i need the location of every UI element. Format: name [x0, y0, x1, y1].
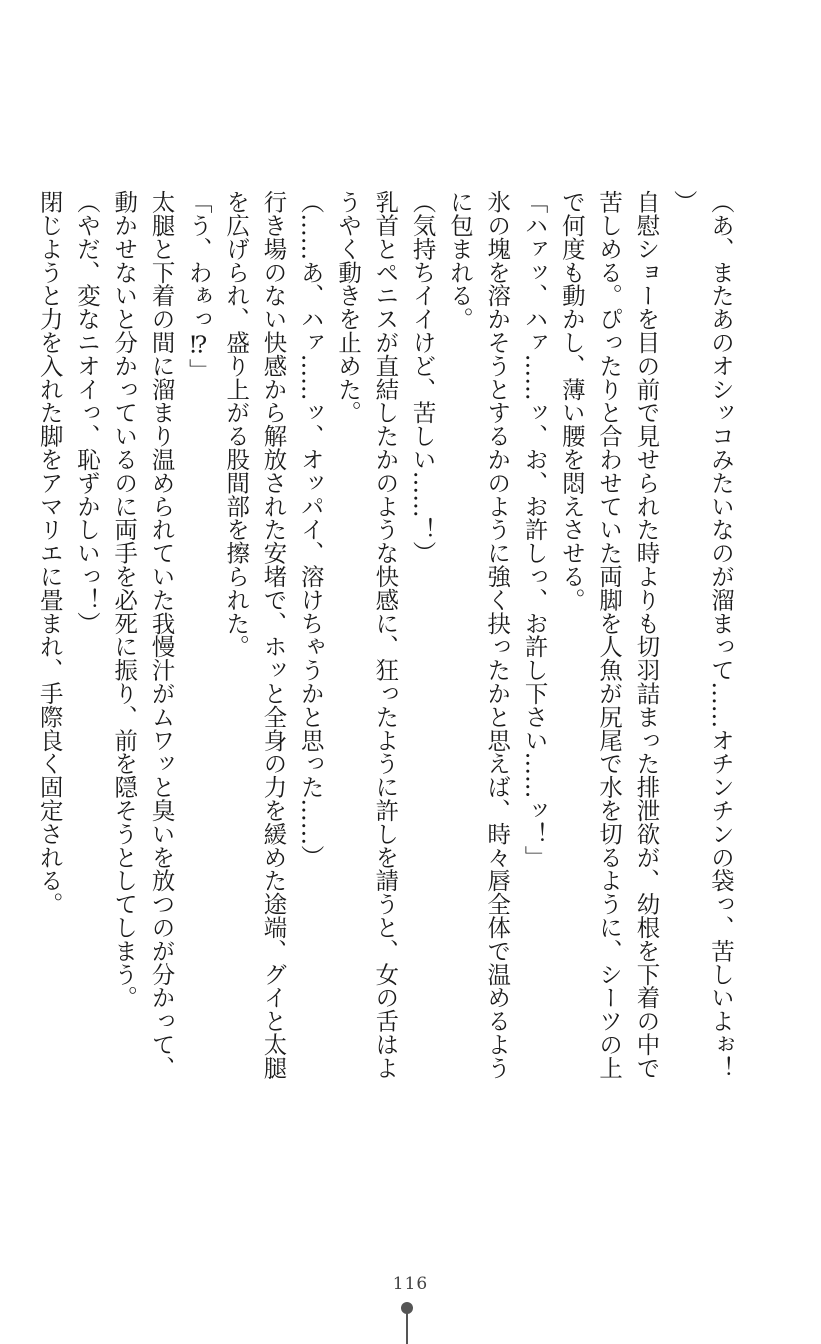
paragraph: 「う、わぁっ⁉」 [184, 190, 213, 382]
paragraph: 氷の塊を溶かそうとするかのように強く抉ったかと思えば、時々唇全体で温めるように包まれる。 [445, 190, 512, 1080]
paragraph: （……あ、ハァ……ッ、オッパイ、溶けちゃうかと思った……） [296, 190, 325, 869]
paragraph: （あ、またあのオシッコみたいなのが溜まって……オチンチンの袋っ、苦しいよぉ！） [669, 190, 735, 1080]
paragraph: （気持ちイイけど、苦しい……！） [408, 190, 437, 565]
body-text [30, 190, 739, 1090]
paragraph: 乳首とペニスが直結したかのような快感に、狂ったように許しを請うと、女の舌はようやく動きを止めた。 [334, 190, 400, 1080]
page-number: 116 [392, 1274, 429, 1294]
paragraph: 閉じようと力を入れた脚をアマリエに畳まれ、手際良く固定される。 [35, 190, 64, 916]
page-footer [0, 1274, 821, 1344]
paragraph: （やだ、変なニオイっ、恥ずかしいっ！） [72, 190, 101, 635]
paragraph: 太腿と下着の間に溜まり温められていた我慢汁がムワッと臭いを放つのが分かって、動かせないと分かっているのに両手を必死に振り、前を隠そうとしてしまう。 [110, 190, 176, 1080]
paragraph: 自慰ショーを目の前で見せられた時よりも切羽詰まった排泄欲が、幼根を下着の中で苦しめる。ぴったりと合わせていた両脚を人魚が尻尾で水を切るように、シーツの上で何度も動かし、薄い腰を悶えさせる。 [557, 190, 661, 1080]
page-marker-line [406, 1312, 408, 1344]
paragraph: 「ハァッ、ハァ……ッ、お、お許しっ、お許し下さい……ッ！」 [520, 190, 549, 869]
paragraph: 行き場のない快感から解放された安堵で、ホッと全身の力を緩めた途端、グイと太腿を広げられ、盛り上がる股間部を擦られた。 [222, 190, 288, 1080]
